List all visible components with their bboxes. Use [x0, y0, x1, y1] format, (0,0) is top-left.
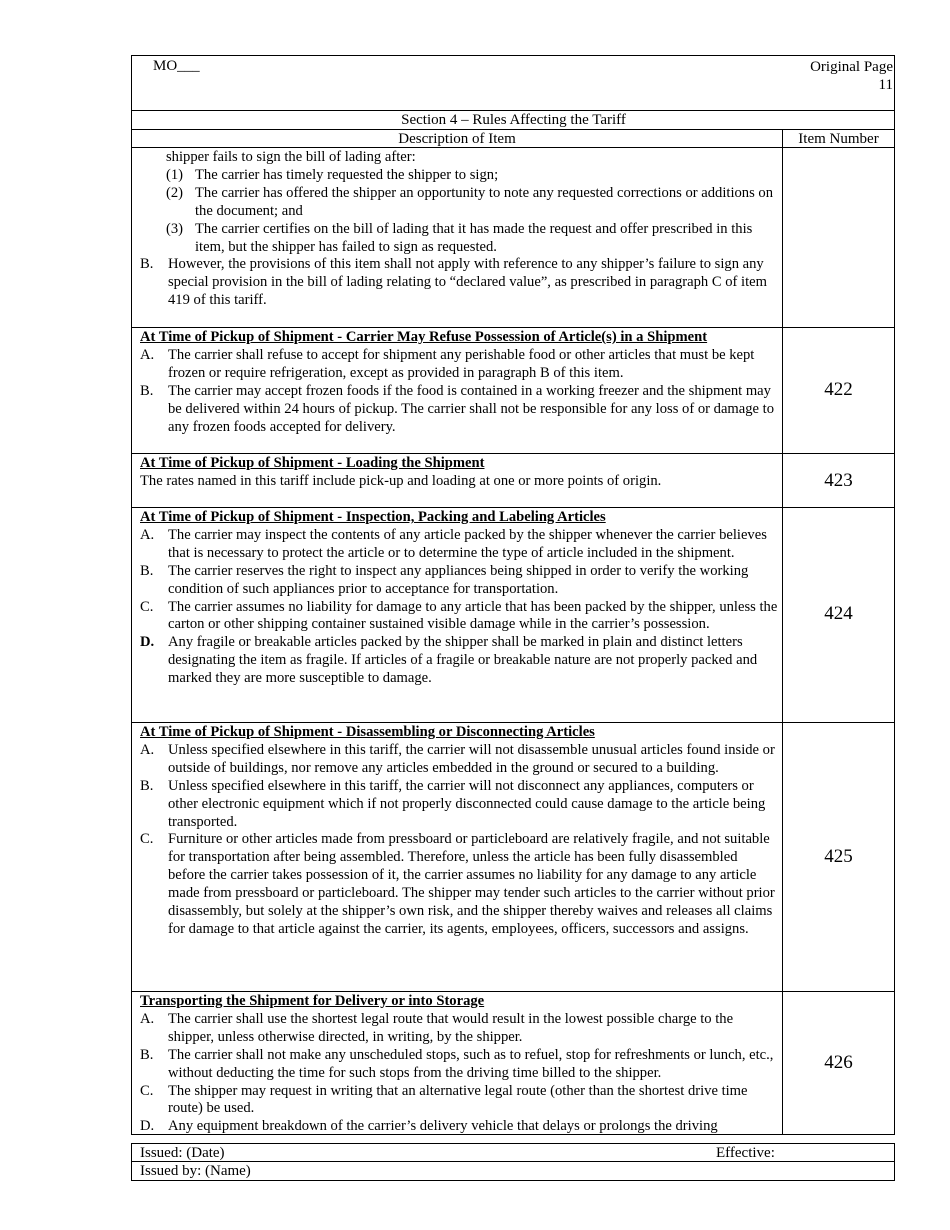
row-rule-426 [131, 991, 895, 992]
list-marker: C. [140, 831, 154, 848]
list-item [140, 527, 778, 563]
list-item [140, 634, 778, 688]
column-header-description: Description of Item [398, 131, 516, 147]
header-bottom-rule [131, 110, 895, 111]
item-title: At Time of Pickup of Shipment - Carrier May Refuse Possession of Article(s) in a Shipment [140, 329, 708, 345]
item-title: At Time of Pickup of Shipment - Loading the Shipment [140, 455, 485, 471]
item-number-426: 426 [824, 1052, 853, 1073]
list-marker: D. [140, 634, 155, 651]
item-number-423: 423 [824, 470, 853, 491]
list-item [140, 831, 778, 938]
list-text: Unless specified elsewhere in this tariff, the carrier will not disconnect any appliances, computers or other electronic equipment which if not properly disconnected could cause damage to the article being transported. [168, 777, 766, 830]
row-rule-422 [131, 327, 895, 328]
item-422-description [140, 329, 778, 436]
item-text: The rates named in this tariff include pick-up and loading at one or more points of origin. [140, 472, 662, 489]
item-title: Transporting the Shipment for Delivery or into Storage [140, 993, 485, 1009]
list-item [140, 563, 778, 599]
item-423-description [140, 455, 778, 491]
footer-bottom-rule [131, 1180, 895, 1181]
list-text: The carrier shall not make any unscheduled stops, such as to refuel, stop for refreshments or lunch, etc., without deducting the time for such stops from the driving time billed to the shipper. [168, 1046, 774, 1081]
list-text: Furniture or other articles made from pressboard or particleboard are relatively fragile, and not suitable for transportation after being assembled. Therefore, unless the article has been fully disassembled before the carrier takes possession of it, the carrier assumes no liability for any damage to any article made from pressboard or particleboard. The shipper may tender such articles to the carrier without prior disassembly, but solely at the shipper’s own risk, and the shipper thereby waives and releases all claims for damage to that article against the carrier, its agents, employees, officers, successors and assigns. [168, 831, 775, 937]
row-rule-425 [131, 722, 895, 723]
list-marker: B. [140, 382, 154, 399]
list-marker: (2) [166, 184, 184, 201]
footer-top-rule [131, 1143, 895, 1144]
page-number: 11 [878, 77, 893, 93]
list-marker: B. [140, 562, 154, 579]
list-item [140, 1118, 778, 1136]
list-marker: (3) [166, 220, 184, 237]
row-rule-424 [131, 507, 895, 508]
effective-date: Effective: [716, 1145, 775, 1161]
list-marker: D. [140, 1118, 155, 1135]
issued-date: Issued: (Date) [140, 1145, 225, 1161]
list-item [140, 347, 778, 383]
list-text: The carrier may accept frozen foods if the food is contained in a working freezer and the shipment may be delivered within 24 hours of pickup. The carrier shall not be responsible for any loss of or damage to any frozen foods accepted for delivery. [168, 382, 775, 435]
list-marker: A. [140, 526, 155, 543]
list-item [140, 1011, 778, 1047]
page-label-text: Original Page [810, 59, 893, 75]
item-424-description [140, 509, 778, 688]
item-title: At Time of Pickup of Shipment - Disassembling or Disconnecting Articles [140, 724, 595, 740]
list-item [140, 599, 778, 635]
item-number-425: 425 [824, 846, 853, 867]
list-text: The carrier shall use the shortest legal route that would result in the lowest possible charge to the shipper, unless otherwise directed, in writing, by the shipper. [168, 1010, 734, 1045]
list-marker: A. [140, 346, 155, 363]
mo-label: MO___ [153, 58, 200, 74]
section-title-rule [131, 129, 895, 130]
item-426-description [140, 993, 778, 1136]
list-text: The carrier certifies on the bill of lading that it has made the request and offer prescribed in this item, but the shipper has failed to sign as requested. [195, 220, 753, 255]
issued-by: Issued by: (Name) [140, 1163, 251, 1179]
list-text: Any fragile or breakable articles packed by the shipper shall be marked in plain and distinct letters designating the item as fragile. If articles of a fragile or breakable nature are not properly packed and marked they are more susceptible to damage. [168, 634, 758, 687]
list-item [140, 221, 778, 257]
frame-left [131, 55, 132, 1181]
column-header-item-number: Item Number [798, 131, 879, 147]
list-text: The carrier has timely requested the shipper to sign; [195, 166, 499, 183]
list-item [140, 778, 778, 832]
list-text: The carrier shall refuse to accept for shipment any perishable food or other articles that must be kept frozen or require refrigeration, except as provided in paragraph B of this item. [168, 346, 755, 381]
column-divider [782, 129, 783, 1135]
continuation-block [140, 149, 778, 310]
item-425-description [140, 724, 778, 939]
list-marker: A. [140, 741, 155, 758]
item-title: At Time of Pickup of Shipment - Inspection, Packing and Labeling Articles [140, 509, 606, 525]
row-rule-423 [131, 453, 895, 454]
list-item [140, 167, 778, 185]
list-marker: C. [140, 1082, 154, 1099]
item-number-424: 424 [824, 603, 853, 624]
list-text: The carrier reserves the right to inspect any appliances being shipped in order to verify the working condition of such appliances prior to acceptance for transportation. [168, 562, 749, 597]
list-item [140, 185, 778, 221]
list-item [140, 1047, 778, 1083]
section-title: Section 4 – Rules Affecting the Tariff [401, 112, 626, 128]
frame-top [131, 55, 895, 56]
list-marker: B. [140, 256, 154, 273]
list-item [140, 383, 778, 437]
list-item [140, 742, 778, 778]
list-marker: C. [140, 598, 154, 615]
footer-mid-rule [131, 1161, 895, 1162]
page-label [773, 58, 893, 94]
list-marker: (1) [166, 166, 184, 183]
list-text: The shipper may request in writing that an alternative legal route (other than the shortest drive time route) be used. [168, 1082, 748, 1117]
list-text: Unless specified elsewhere in this tariff, the carrier will not disassemble unusual articles found inside or outside of buildings, nor remove any articles embedded in the ground or secured to a building. [168, 741, 775, 776]
list-text: Any equipment breakdown of the carrier’s delivery vehicle that delays or prolongs the driving [168, 1118, 718, 1135]
list-text: The carrier assumes no liability for damage to any article that has been packed by the shipper, unless the carton or other shipping container sustained visible damage while in the carrier’s possession. [168, 598, 778, 633]
list-text: The carrier has offered the shipper an opportunity to note any requested corrections or additions on the document; and [195, 184, 774, 219]
list-marker: B. [140, 777, 154, 794]
list-item [140, 256, 778, 310]
continuation-lead: shipper fails to sign the bill of lading after: [166, 149, 416, 165]
list-item [140, 1083, 778, 1119]
list-marker: A. [140, 1010, 155, 1027]
list-marker: B. [140, 1046, 154, 1063]
list-text: However, the provisions of this item shall not apply with reference to any shipper’s failure to sign any special provision in the bill of lading relating to “declared value”, as prescribed in paragraph C of item 419 of this tariff. [168, 256, 767, 309]
list-text: The carrier may inspect the contents of any article packed by the shipper whenever the carrier believes that is necessary to protect the article or to determine the type of article included in the shipment. [168, 526, 767, 561]
item-number-422: 422 [824, 379, 853, 400]
